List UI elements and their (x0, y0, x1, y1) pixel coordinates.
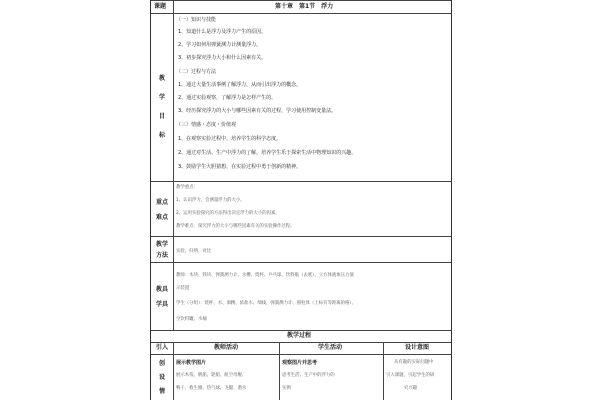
row-divider (151, 342, 451, 343)
goal-item: 3、经历探究浮力的大小与哪些因素有关的过程，学习使用控制变量法。 (178, 108, 337, 114)
equipment-line: 空饮料罐、水桶 (176, 317, 207, 322)
methods-text: 实验、归纳、对比 (176, 249, 212, 254)
difficulty-label: 难点 (156, 214, 169, 221)
goals-label-char: 目 (158, 113, 165, 120)
keypoint-line: 教学重点： (176, 185, 198, 190)
design-intent-line: 引入课题，引起学生的研 (386, 373, 435, 378)
equipment-line: 教师：木块、铁块、弹簧测力计、水槽、烧杯、乒乓球、饮料瓶（去底）、立方体液体压力演 (176, 273, 354, 278)
goal-item: 1、知道什么是浮力及浮力产生的原因。 (178, 29, 267, 35)
process-column-header: 教师活动 (214, 344, 239, 351)
student-activity-line: 思考生活、生产中的浮力的 (282, 373, 335, 378)
goal-item: 2、通过实验观察，了解浮力是怎样产生的。 (178, 95, 277, 101)
goal-item: 1、在观察实验过程中，培养学生的科学态度。 (178, 136, 282, 142)
process-column-header: 设计意图 (405, 344, 430, 351)
label-column-divider (173, 0, 174, 330)
process-column-header: 引入 (156, 344, 169, 351)
column-divider (279, 342, 280, 400)
keypoint-line: 1、认识浮力，会测量浮力的大小。 (176, 198, 245, 203)
design-intent-line: 从有趣的实际问题中 (394, 360, 434, 365)
student-activity-line: 实例 (282, 386, 291, 391)
keypoint-line: 教学难点：探究浮力的大小与哪些因素有关的实验操作过程。 (176, 224, 295, 229)
methods-label: 方法 (156, 252, 169, 259)
goal-section-heading: （三）情感・态度・价值观 (176, 122, 237, 128)
methods-label: 教学 (156, 241, 169, 248)
goal-section-heading: （二）过程与方法 (176, 69, 217, 75)
topic-label: 课题 (154, 3, 167, 10)
keypoint-line: 2、运用实验探究的方法得出决定浮力的大小的因素。 (176, 211, 280, 216)
goal-section-heading: （一）知识与技能 (176, 17, 217, 23)
stage-label-char: 情 (158, 388, 165, 395)
goal-item: 2、学习如何用弹簧测力计测量浮力。 (178, 42, 262, 48)
stage-label-char: 创 (158, 360, 165, 367)
row-divider (151, 330, 451, 331)
goal-item: 1、通过大量生活事例了解浮力，从而引出浮力的概念。 (178, 82, 302, 88)
row-divider (151, 354, 451, 355)
student-activity-heading: 观察图片并思考 (282, 360, 318, 366)
row-divider (151, 13, 451, 14)
goals-label-char: 学 (158, 94, 165, 101)
row-divider (151, 236, 451, 237)
keypoints-label: 重点 (156, 199, 169, 206)
goal-item: 3、初步探究浮力大小和什么因素有关。 (178, 55, 267, 61)
goal-item: 3、鼓励学生大胆猜想，在实验过程中勇于创新的精神。 (178, 164, 302, 170)
equipment-label: 教具 (156, 286, 169, 293)
goals-label-char: 标 (158, 132, 165, 139)
column-divider (383, 342, 384, 400)
equipment-line: 示装置 (176, 286, 190, 291)
process-title: 教学过程 (287, 332, 312, 339)
column-divider (173, 342, 174, 400)
teacher-activity-line: 展示木筏、帆船、轮船、航空母舰、 (176, 373, 247, 378)
design-intent-line: 究兴趣 (404, 386, 418, 391)
goal-item: 2、通过对生活、生产中浮力的了解，培养学生乐于探索生活中物理知识的兴趣。 (178, 150, 357, 156)
stage-label-char: 设 (158, 374, 165, 381)
lesson-plan-table (150, 0, 452, 400)
teacher-activity-line: 鸭子、救生圈、热气球、飞艇、潜水 (176, 386, 247, 391)
process-column-header: 学生活动 (318, 344, 343, 351)
teacher-activity-heading: 展示教学图片 (176, 360, 207, 366)
equipment-label: 学具 (156, 301, 169, 308)
page-title: 第十章 第1节 浮力 (275, 3, 334, 10)
table-border-top (151, 0, 451, 1)
row-divider (151, 262, 451, 263)
equipment-line: 学生（分组）：烧杯、水、酒精、浓盐水、细线、弹簧测力计、圆柱体（上标有等距离的格）、 (176, 301, 357, 306)
row-divider (151, 181, 451, 182)
goals-label-char: 教 (158, 75, 165, 82)
